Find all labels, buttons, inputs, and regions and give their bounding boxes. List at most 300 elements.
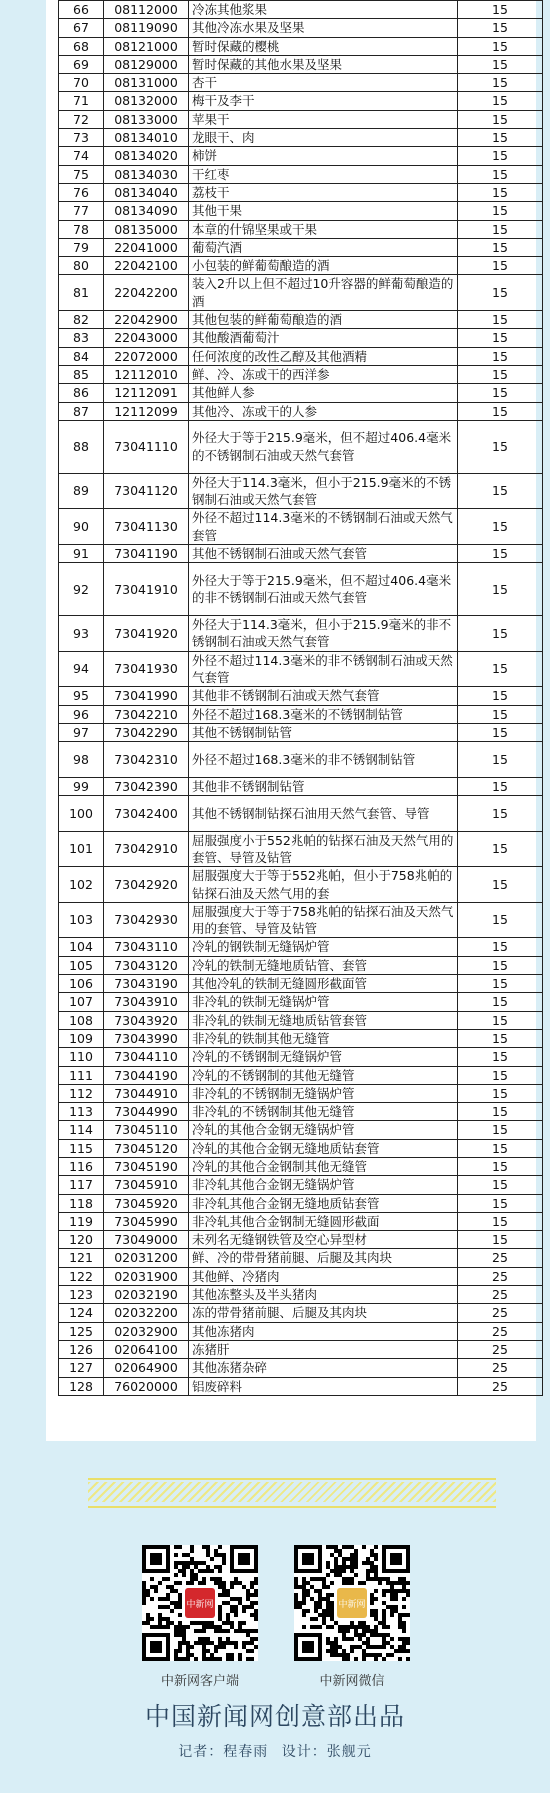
tariff-rate: 25 (458, 1286, 543, 1304)
hs-code: 08134090 (104, 202, 189, 220)
row-number: 89 (59, 473, 104, 509)
row-number: 86 (59, 384, 104, 402)
row-number: 73 (59, 129, 104, 147)
hs-code: 08134040 (104, 183, 189, 201)
designer-credit: 设计：张舰元 (281, 1744, 372, 1760)
row-number: 103 (59, 902, 104, 938)
tariff-rate: 15 (458, 902, 543, 938)
tariff-rate: 25 (458, 1322, 543, 1340)
logo-badge-text: 中新网 (338, 1600, 366, 1610)
row-number: 120 (59, 1231, 104, 1249)
row-number: 85 (59, 365, 104, 383)
credits (0, 1741, 550, 1761)
hs-code: 73045910 (104, 1176, 189, 1194)
hs-code: 22041000 (104, 238, 189, 256)
table-row (59, 1359, 543, 1377)
product-name: 装入2升以上但不超过10升容器的鲜葡萄酿造的酒 (189, 275, 458, 311)
hs-code: 22043000 (104, 329, 189, 347)
divider-line (88, 1506, 496, 1508)
table-row (59, 1212, 543, 1230)
product-name: 其他冻猪肉 (189, 1322, 458, 1340)
tariff-rate: 15 (458, 651, 543, 687)
hs-code: 08121000 (104, 37, 189, 55)
table-row (59, 1377, 543, 1395)
row-number: 127 (59, 1359, 104, 1377)
tariff-rate: 15 (458, 975, 543, 993)
tariff-rate: 15 (458, 796, 543, 832)
row-number: 92 (59, 563, 104, 616)
hs-code: 08119090 (104, 19, 189, 37)
hs-code: 73043910 (104, 993, 189, 1011)
hs-code: 73041190 (104, 544, 189, 562)
hs-code: 73044190 (104, 1066, 189, 1084)
product-name: 外径不超过114.3毫米的非不锈钢制石油或天然气套管 (189, 651, 458, 687)
qr-label-wechat: 中新网微信 (319, 1674, 385, 1689)
table-row (59, 402, 543, 420)
table-row (59, 705, 543, 723)
tariff-rate: 15 (458, 329, 543, 347)
tariff-rate: 15 (458, 1048, 543, 1066)
product-name: 冷轧的不锈钢制无缝锅炉管 (189, 1048, 458, 1066)
hs-code: 73042210 (104, 705, 189, 723)
table-row (59, 92, 543, 110)
tariff-rate: 15 (458, 402, 543, 420)
row-number: 110 (59, 1048, 104, 1066)
table-row (59, 777, 543, 795)
row-number: 76 (59, 183, 104, 201)
table-row (59, 347, 543, 365)
table-row (59, 384, 543, 402)
table-row (59, 311, 543, 329)
product-name: 冷轧的铁制无缝地质钻管、套管 (189, 956, 458, 974)
tariff-rate: 15 (458, 742, 543, 778)
tariff-rate: 15 (458, 956, 543, 974)
tariff-rate: 15 (458, 705, 543, 723)
tariff-rate: 15 (458, 1011, 543, 1029)
product-name: 冻猪肝 (189, 1340, 458, 1358)
tariff-rate: 15 (458, 544, 543, 562)
table-row (59, 1249, 543, 1267)
hs-code: 73041120 (104, 473, 189, 509)
hs-code: 73041910 (104, 563, 189, 616)
product-name: 冻的带骨猪前腿、后腿及其肉块 (189, 1304, 458, 1322)
hs-code: 76020000 (104, 1377, 189, 1395)
table-row (59, 19, 543, 37)
table-row (59, 1267, 543, 1285)
product-name: 冷轧的其他合金钢制其他无缝管 (189, 1158, 458, 1176)
tariff-rate: 25 (458, 1340, 543, 1358)
tariff-rate: 15 (458, 867, 543, 903)
qr-code-client (142, 1545, 258, 1661)
row-number: 122 (59, 1267, 104, 1285)
product-name: 非冷轧的不锈钢制无缝锅炉管 (189, 1084, 458, 1102)
product-name: 其他包装的鲜葡萄酿造的酒 (189, 311, 458, 329)
table-row (59, 1176, 543, 1194)
row-number: 125 (59, 1322, 104, 1340)
tariff-rate: 25 (458, 1249, 543, 1267)
product-name: 干红枣 (189, 165, 458, 183)
hs-code: 12112010 (104, 365, 189, 383)
hs-code: 73045920 (104, 1194, 189, 1212)
row-number: 68 (59, 37, 104, 55)
row-number: 93 (59, 616, 104, 652)
product-name: 其他不锈钢制钻管 (189, 723, 458, 741)
row-number: 100 (59, 796, 104, 832)
row-number: 72 (59, 110, 104, 128)
tariff-rate: 15 (458, 165, 543, 183)
table-row (59, 74, 543, 92)
decorative-stripes (88, 1482, 496, 1502)
table-row (59, 1029, 543, 1047)
row-number: 118 (59, 1194, 104, 1212)
row-number: 69 (59, 55, 104, 73)
tariff-rate: 25 (458, 1359, 543, 1377)
tariff-rate: 25 (458, 1267, 543, 1285)
row-number: 115 (59, 1139, 104, 1157)
table-row (59, 1322, 543, 1340)
table-row (59, 1121, 543, 1139)
table-row (59, 1, 543, 19)
row-number: 84 (59, 347, 104, 365)
product-name: 葡萄汽酒 (189, 238, 458, 256)
product-name: 苹果干 (189, 110, 458, 128)
table-row (59, 723, 543, 741)
hs-code: 08134020 (104, 147, 189, 165)
row-number: 87 (59, 402, 104, 420)
hs-code: 08131000 (104, 74, 189, 92)
product-name: 外径大于等于215.9毫米，但不超过406.4毫米的非不锈钢制石油或天然气套管 (189, 563, 458, 616)
table-row (59, 651, 543, 687)
hs-code: 02032900 (104, 1322, 189, 1340)
tariff-rate: 15 (458, 1066, 543, 1084)
row-number: 70 (59, 74, 104, 92)
tariff-rate: 15 (458, 347, 543, 365)
tariff-rate: 15 (458, 74, 543, 92)
row-number: 102 (59, 867, 104, 903)
tariff-table (58, 0, 543, 1396)
hs-code: 22042100 (104, 257, 189, 275)
table-row (59, 257, 543, 275)
product-name: 外径大于114.3毫米，但小于215.9毫米的不锈钢制石油或天然气套管 (189, 473, 458, 509)
hs-code: 08112000 (104, 1, 189, 19)
product-name: 任何浓度的改性乙醇及其他酒精 (189, 347, 458, 365)
row-number: 124 (59, 1304, 104, 1322)
table-row (59, 742, 543, 778)
hs-code: 02064100 (104, 1340, 189, 1358)
hs-code: 73042910 (104, 831, 189, 867)
row-number: 75 (59, 165, 104, 183)
row-number: 97 (59, 723, 104, 741)
hs-code: 73043120 (104, 956, 189, 974)
hs-code: 73042390 (104, 777, 189, 795)
product-name: 外径不超过168.3毫米的不锈钢制钻管 (189, 705, 458, 723)
row-number: 105 (59, 956, 104, 974)
hs-code: 08134010 (104, 129, 189, 147)
table-row (59, 220, 543, 238)
product-name: 其他鲜人参 (189, 384, 458, 402)
tariff-rate: 15 (458, 311, 543, 329)
table-row (59, 1011, 543, 1029)
product-name: 其他非不锈钢制石油或天然气套管 (189, 687, 458, 705)
tariff-rate: 15 (458, 110, 543, 128)
tariff-rate: 15 (458, 202, 543, 220)
hs-code: 73041130 (104, 509, 189, 545)
product-name: 外径大于114.3毫米，但小于215.9毫米的非不锈钢制石油或天然气套管 (189, 616, 458, 652)
row-number: 112 (59, 1084, 104, 1102)
hs-code: 73043190 (104, 975, 189, 993)
qr-code-wechat (294, 1545, 410, 1661)
product-name: 梅干及李干 (189, 92, 458, 110)
table-row (59, 1084, 543, 1102)
tariff-rate: 15 (458, 1, 543, 19)
hs-code: 73045990 (104, 1212, 189, 1230)
tariff-rate: 15 (458, 616, 543, 652)
product-name: 外径不超过168.3毫米的非不锈钢制钻管 (189, 742, 458, 778)
tariff-table-body (59, 1, 543, 1396)
hs-code: 02031900 (104, 1267, 189, 1285)
tariff-rate: 15 (458, 183, 543, 201)
product-name: 冷轧的不锈钢制的其他无缝管 (189, 1066, 458, 1084)
logo-badge-text: 中新网 (186, 1600, 214, 1610)
row-number: 101 (59, 831, 104, 867)
row-number: 111 (59, 1066, 104, 1084)
table-row (59, 1231, 543, 1249)
product-name: 冷轧的其他合金钢无缝锅炉管 (189, 1121, 458, 1139)
product-name: 暂时保藏的其他水果及坚果 (189, 55, 458, 73)
tariff-rate: 15 (458, 1158, 543, 1176)
product-name: 外径不超过114.3毫米的不锈钢制石油或天然气套管 (189, 509, 458, 545)
table-row (59, 509, 543, 545)
row-number: 77 (59, 202, 104, 220)
row-number: 67 (59, 19, 104, 37)
tariff-rate: 15 (458, 420, 543, 473)
product-name: 其他冷、冻或干的人参 (189, 402, 458, 420)
hs-code: 73041930 (104, 651, 189, 687)
hs-code: 73045110 (104, 1121, 189, 1139)
row-number: 82 (59, 311, 104, 329)
row-number: 83 (59, 329, 104, 347)
tariff-rate: 15 (458, 1176, 543, 1194)
tariff-rate: 15 (458, 831, 543, 867)
row-number: 91 (59, 544, 104, 562)
tariff-rate: 15 (458, 1139, 543, 1157)
table-row (59, 147, 543, 165)
tariff-rate: 15 (458, 147, 543, 165)
hs-code: 73044990 (104, 1103, 189, 1121)
hs-code: 73043920 (104, 1011, 189, 1029)
product-name: 铝废碎料 (189, 1377, 458, 1395)
table-row (59, 1340, 543, 1358)
hs-code: 73042290 (104, 723, 189, 741)
hs-code: 02032200 (104, 1304, 189, 1322)
table-row (59, 796, 543, 832)
table-row (59, 1158, 543, 1176)
hs-code: 02032190 (104, 1286, 189, 1304)
tariff-rate: 15 (458, 1121, 543, 1139)
row-number: 74 (59, 147, 104, 165)
hs-code: 22042200 (104, 275, 189, 311)
tariff-rate: 15 (458, 687, 543, 705)
table-row (59, 616, 543, 652)
hs-code: 08129000 (104, 55, 189, 73)
product-name: 屈服强度大于等于552兆帕，但小于758兆帕的钻探石油及天然气用的套 (189, 867, 458, 903)
qr-code-icon (142, 1545, 258, 1661)
product-name: 其他酸酒葡萄汁 (189, 329, 458, 347)
row-number: 90 (59, 509, 104, 545)
hs-code: 12112099 (104, 402, 189, 420)
row-number: 107 (59, 993, 104, 1011)
product-name: 鲜、冷、冻或干的西洋参 (189, 365, 458, 383)
product-name: 屈服强度大于等于758兆帕的钻探石油及天然气用的套管、导管及钻管 (189, 902, 458, 938)
row-number: 99 (59, 777, 104, 795)
row-number: 106 (59, 975, 104, 993)
row-number: 109 (59, 1029, 104, 1047)
tariff-rate: 15 (458, 384, 543, 402)
product-name: 非冷轧其他合金钢无缝锅炉管 (189, 1176, 458, 1194)
hs-code: 73041990 (104, 687, 189, 705)
tariff-rate: 15 (458, 509, 543, 545)
table-row (59, 1286, 543, 1304)
hs-code: 02064900 (104, 1359, 189, 1377)
row-number: 78 (59, 220, 104, 238)
hs-code: 73041920 (104, 616, 189, 652)
row-number: 126 (59, 1340, 104, 1358)
tariff-rate: 15 (458, 129, 543, 147)
hs-code: 08135000 (104, 220, 189, 238)
table-row (59, 473, 543, 509)
product-name: 杏干 (189, 74, 458, 92)
tariff-rate: 15 (458, 563, 543, 616)
divider-line (88, 1478, 496, 1480)
product-name: 小包装的鲜葡萄酿造的酒 (189, 257, 458, 275)
tariff-rate: 15 (458, 238, 543, 256)
hs-code: 73042400 (104, 796, 189, 832)
table-row (59, 238, 543, 256)
tariff-rate: 15 (458, 1212, 543, 1230)
hs-code: 73042930 (104, 902, 189, 938)
row-number: 108 (59, 1011, 104, 1029)
product-name: 其他不锈钢制石油或天然气套管 (189, 544, 458, 562)
tariff-rate: 15 (458, 1231, 543, 1249)
product-name: 暂时保藏的樱桃 (189, 37, 458, 55)
table-row (59, 867, 543, 903)
product-name: 冷轧的钢铁制无缝锅炉管 (189, 938, 458, 956)
table-row (59, 831, 543, 867)
table-row (59, 37, 543, 55)
product-name: 其他冷冻水果及坚果 (189, 19, 458, 37)
table-row (59, 687, 543, 705)
hs-code: 73045120 (104, 1139, 189, 1157)
row-number: 128 (59, 1377, 104, 1395)
row-number: 95 (59, 687, 104, 705)
tariff-rate: 15 (458, 92, 543, 110)
hs-code: 02031200 (104, 1249, 189, 1267)
table-row (59, 975, 543, 993)
product-name: 非冷轧的铁制其他无缝管 (189, 1029, 458, 1047)
table-row (59, 420, 543, 473)
tariff-rate: 15 (458, 1194, 543, 1212)
product-name: 其他冷轧的铁制无缝圆形截面管 (189, 975, 458, 993)
row-number: 104 (59, 938, 104, 956)
table-row (59, 938, 543, 956)
table-row (59, 275, 543, 311)
tariff-rate: 15 (458, 1029, 543, 1047)
hs-code: 08134030 (104, 165, 189, 183)
row-number: 96 (59, 705, 104, 723)
product-name: 荔枝干 (189, 183, 458, 201)
row-number: 71 (59, 92, 104, 110)
table-row (59, 110, 543, 128)
qr-label-client: 中新网客户端 (160, 1674, 239, 1689)
table-row (59, 202, 543, 220)
row-number: 114 (59, 1121, 104, 1139)
tariff-rate: 15 (458, 993, 543, 1011)
row-number: 79 (59, 238, 104, 256)
hs-code: 73042920 (104, 867, 189, 903)
tariff-rate: 15 (458, 220, 543, 238)
row-number: 116 (59, 1158, 104, 1176)
table-row (59, 563, 543, 616)
product-name: 其他不锈钢制钻探石油用天然气套管、导管 (189, 796, 458, 832)
product-name: 非冷轧的铁制无缝地质钻管套管 (189, 1011, 458, 1029)
tariff-rate: 15 (458, 19, 543, 37)
table-row (59, 1048, 543, 1066)
table-row (59, 956, 543, 974)
tariff-rate: 15 (458, 37, 543, 55)
table-row (59, 165, 543, 183)
row-number: 117 (59, 1176, 104, 1194)
product-name: 鲜、冷的带骨猪前腿、后腿及其肉块 (189, 1249, 458, 1267)
row-number: 88 (59, 420, 104, 473)
footer-title: 中国新闻网创意部出品 (144, 1702, 405, 1731)
hs-code: 73044910 (104, 1084, 189, 1102)
table-row (59, 1066, 543, 1084)
product-name: 未列名无缝钢铁管及空心异型材 (189, 1231, 458, 1249)
product-name: 非冷轧其他合金钢无缝地质钻套管 (189, 1194, 458, 1212)
hs-code: 22042900 (104, 311, 189, 329)
product-name: 冷冻其他浆果 (189, 1, 458, 19)
hs-code: 73043110 (104, 938, 189, 956)
table-row (59, 129, 543, 147)
tariff-rate: 15 (458, 473, 543, 509)
table-row (59, 1103, 543, 1121)
tariff-rate: 15 (458, 55, 543, 73)
row-number: 113 (59, 1103, 104, 1121)
row-number: 81 (59, 275, 104, 311)
tariff-rate: 15 (458, 275, 543, 311)
reporter-credit: 记者：程春雨 (178, 1744, 269, 1760)
hs-code: 08133000 (104, 110, 189, 128)
row-number: 80 (59, 257, 104, 275)
table-row (59, 183, 543, 201)
product-name: 其他冻整头及半头猪肉 (189, 1286, 458, 1304)
hs-code: 73043990 (104, 1029, 189, 1047)
product-name: 其他鲜、冷猪肉 (189, 1267, 458, 1285)
table-row (59, 1194, 543, 1212)
hs-code: 73045190 (104, 1158, 189, 1176)
hs-code: 73041110 (104, 420, 189, 473)
tariff-rate: 15 (458, 938, 543, 956)
row-number: 66 (59, 1, 104, 19)
tariff-rate: 25 (458, 1377, 543, 1395)
tariff-rate: 15 (458, 257, 543, 275)
row-number: 98 (59, 742, 104, 778)
hs-code: 73042310 (104, 742, 189, 778)
product-name: 屈服强度小于552兆帕的钻探石油及天然气用的套管、导管及钻管 (189, 831, 458, 867)
table-row (59, 993, 543, 1011)
hs-code: 73044110 (104, 1048, 189, 1066)
table-row (59, 544, 543, 562)
